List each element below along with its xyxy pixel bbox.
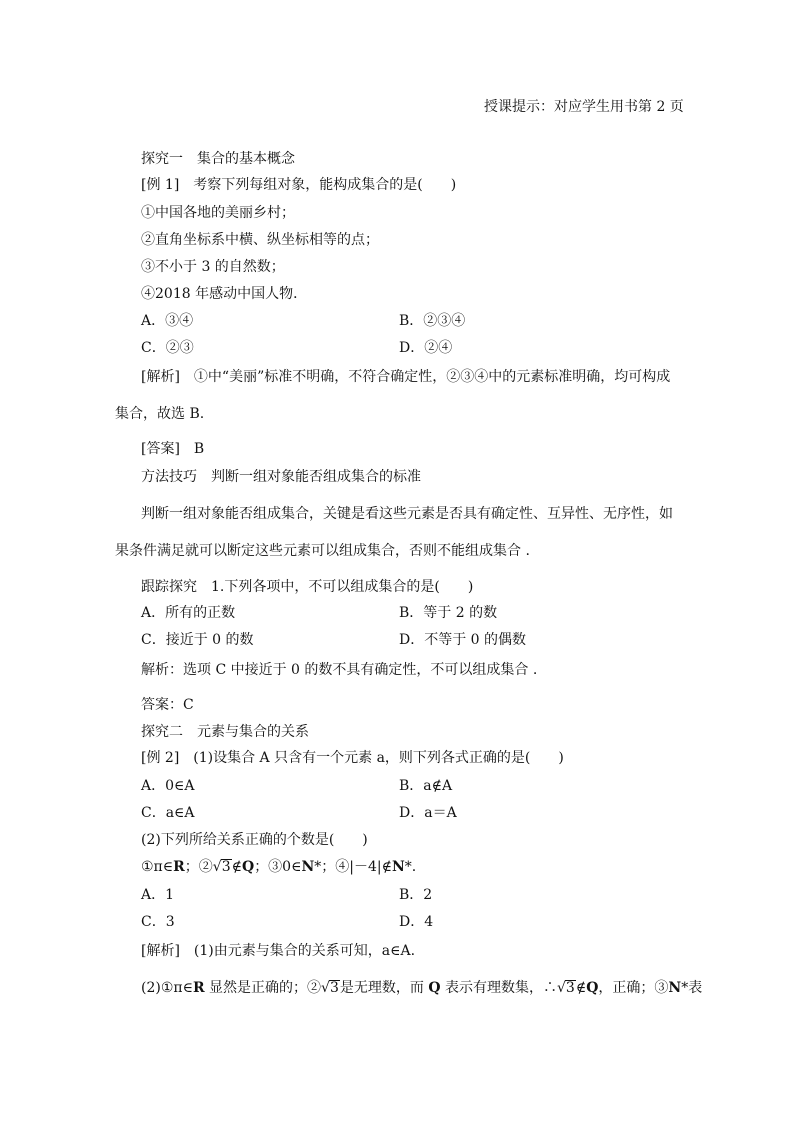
example-2-1-option-c: C．a∈A <box>141 805 195 821</box>
sqrt-radicand: 3 <box>221 859 231 875</box>
follow-option-a: A．所有的正数 <box>141 605 236 621</box>
example-2-1-option-a: A．0∈A <box>141 778 195 794</box>
example-1-item-3: ③不小于 3 的自然数； <box>141 259 285 275</box>
analysis-text-c: 是无理数，而 <box>339 980 429 996</box>
example-1-answer: [答案] B <box>141 441 205 457</box>
relation-text-1: ①π∈ <box>141 859 174 875</box>
method-text-line-2: 果条件满足就可以断定这些元素可以组成集合，否则不能组成集合 . <box>115 543 530 559</box>
real-set-symbol-2: R <box>192 980 205 996</box>
natural-set-symbol: N <box>301 859 315 875</box>
example-2-1-option-d: D．a＝A <box>399 805 457 821</box>
example-1-option-b: B．②③④ <box>399 313 466 329</box>
rational-set-symbol-3: Q <box>586 980 599 996</box>
example-2-1-option-b: B．a∉A <box>399 778 453 794</box>
example-2-relations <box>141 858 416 876</box>
follow-option-d: D．不等于 0 的偶数 <box>399 632 527 648</box>
example-2-2-option-a: A．1 <box>141 887 175 903</box>
example-2-2-option-c: C．3 <box>141 914 175 930</box>
example-1-option-a: A．③④ <box>141 313 194 329</box>
example-1-option-d: D．②④ <box>399 340 453 356</box>
relation-text-4: ；③0∈ <box>254 859 302 875</box>
sqrt-radicand-3: 3 <box>565 980 575 996</box>
example-2-analysis-1: [解析] (1)由元素与集合的关系可知，a∈A. <box>141 943 416 959</box>
example-1-item-4: ④2018 年感动中国人物． <box>141 286 308 302</box>
natural-set-symbol-2: N <box>391 859 405 875</box>
rational-set-symbol-2: Q <box>428 980 441 996</box>
relation-text-3: ∉ <box>231 859 242 875</box>
sqrt-radicand-2: 3 <box>329 980 339 996</box>
example-1-question: [例 1] 考察下列每组对象，能构成集合的是( ) <box>141 177 457 193</box>
relation-text-5: *；④|－4|∉ <box>314 859 392 875</box>
real-set-symbol: R <box>173 859 185 875</box>
example-2-question-1: [例 2] (1)设集合 A 只含有一个元素 a，则下列各式正确的是( ) <box>141 750 564 766</box>
section-title-2: 探究二 元素与集合的关系 <box>141 724 309 740</box>
analysis-text-g: *表 <box>681 980 703 996</box>
relation-text-2: ；② <box>184 859 213 875</box>
example-1-analysis-line-1: [解析] ①中“美丽”标准不明确，不符合确定性，②③④中的元素标准明确，均可构成 <box>141 369 671 385</box>
follow-answer: 答案：C <box>141 697 194 713</box>
analysis-text-f: ，正确；③ <box>598 980 669 996</box>
method-title: 方法技巧 判断一组对象能否组成集合的标准 <box>141 469 421 485</box>
sqrt-expression-2: √3 <box>321 980 339 996</box>
analysis-text-b: 显然是正确的；② <box>204 980 322 996</box>
analysis-text-e: ∉ <box>575 980 587 996</box>
follow-question: 跟踪探究 1.下列各项中，不可以组成集合的是( ) <box>141 579 474 595</box>
example-2-2-option-b: B．2 <box>399 887 433 903</box>
example-2-2-option-d: D．4 <box>399 914 434 930</box>
example-2-question-2: (2)下列所给关系正确的个数是( ) <box>141 832 368 848</box>
example-1-item-1: ①中国各地的美丽乡村； <box>141 205 295 221</box>
natural-set-symbol-3: N <box>668 980 682 996</box>
example-1-analysis-line-2: 集合，故选 B. <box>115 406 205 422</box>
follow-analysis: 解析：选项 C 中接近于 0 的数不具有确定性，不可以组成集合 . <box>141 662 538 678</box>
example-2-analysis-2 <box>141 979 702 997</box>
follow-option-c: C．接近于 0 的数 <box>141 632 254 648</box>
relation-text-6: *. <box>404 859 417 875</box>
example-1-option-c: C．②③ <box>141 340 194 356</box>
section-title-1: 探究一 集合的基本概念 <box>141 151 295 167</box>
follow-option-b: B．等于 2 的数 <box>399 605 498 621</box>
example-1-item-2: ②直角坐标系中横、纵坐标相等的点； <box>141 232 379 248</box>
rational-set-symbol: Q <box>241 859 255 875</box>
analysis-text-a: (2)①π∈ <box>141 980 193 996</box>
analysis-text-d: 表示有理数集，∴ <box>440 980 557 996</box>
sqrt-expression-3: √3 <box>557 980 575 996</box>
method-text-line-1: 判断一组对象能否组成集合，关键是看这些元素是否具有确定性、互异性、无序性，如 <box>141 506 673 522</box>
page-header: 授课提示：对应学生用书第 2 页 <box>484 99 684 115</box>
sqrt-expression: √3 <box>212 859 231 875</box>
